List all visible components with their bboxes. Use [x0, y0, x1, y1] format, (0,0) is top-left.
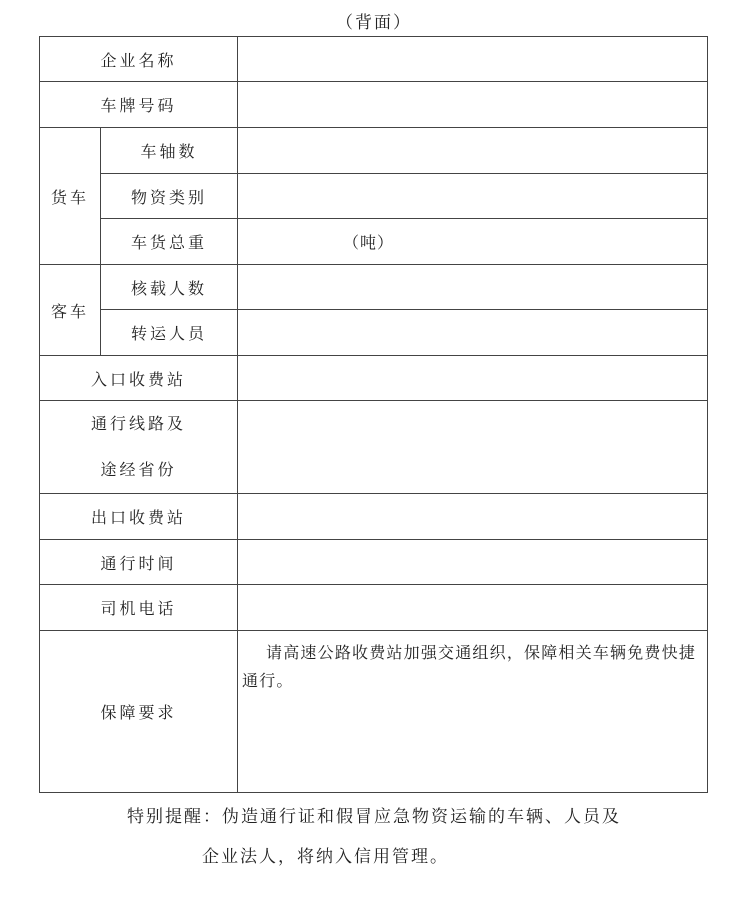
field-axles[interactable]	[238, 128, 708, 174]
label-driver-phone: 司机电话	[40, 585, 238, 631]
row-travel-time	[40, 540, 708, 585]
label-travel-time: 通行时间	[40, 540, 238, 585]
field-route[interactable]	[238, 401, 708, 494]
label-route-line2: 途经省份	[100, 460, 177, 479]
field-requirements	[238, 631, 708, 793]
requirements-text: 请高速公路收费站加强交通组织，保障相关车辆免费快捷通行。	[242, 643, 697, 690]
notice-line-2: 企业法人，将纳入信用管理。	[202, 847, 449, 867]
field-travel-time[interactable]	[238, 540, 708, 585]
row-total-weight	[40, 219, 708, 265]
row-cargo-type	[40, 174, 708, 219]
field-driver-phone[interactable]	[238, 585, 708, 631]
row-exit-station	[40, 494, 708, 540]
row-company	[40, 37, 708, 82]
field-exit-station[interactable]	[238, 494, 708, 540]
row-passengers	[40, 310, 708, 356]
field-entry-station[interactable]	[238, 356, 708, 401]
row-requirements	[40, 631, 708, 793]
field-seats[interactable]	[238, 265, 708, 310]
row-axles	[40, 128, 708, 174]
label-total-weight: 车货总重	[101, 219, 238, 265]
pass-form-table	[39, 36, 708, 793]
row-driver-phone	[40, 585, 708, 631]
row-route	[40, 401, 708, 494]
row-plate	[40, 82, 708, 128]
label-axles: 车轴数	[101, 128, 238, 174]
notice-line-1: 特别提醒：伪造通行证和假冒应急物资运输的车辆、人员及	[127, 807, 621, 827]
label-route-line1: 通行线路及	[91, 414, 187, 433]
label-plate: 车牌号码	[40, 82, 238, 128]
field-company[interactable]	[238, 37, 708, 82]
label-truck-group: 货车	[40, 128, 101, 265]
row-entry-station	[40, 356, 708, 401]
row-seats	[40, 265, 708, 310]
label-exit-station: 出口收费站	[40, 494, 238, 540]
label-entry-station: 入口收费站	[40, 356, 238, 401]
label-cargo-type: 物资类别	[101, 174, 238, 219]
label-requirements: 保障要求	[40, 631, 238, 793]
weight-unit: （吨）	[343, 233, 395, 252]
label-company: 企业名称	[40, 37, 238, 82]
field-plate[interactable]	[238, 82, 708, 128]
label-bus-group: 客车	[40, 265, 101, 356]
field-total-weight[interactable]	[238, 219, 708, 265]
label-route	[40, 401, 238, 494]
label-seats: 核载人数	[101, 265, 238, 310]
field-cargo-type[interactable]	[238, 174, 708, 219]
page-heading: （背面）	[336, 13, 412, 33]
field-passengers[interactable]	[238, 310, 708, 356]
label-passengers: 转运人员	[101, 310, 238, 356]
